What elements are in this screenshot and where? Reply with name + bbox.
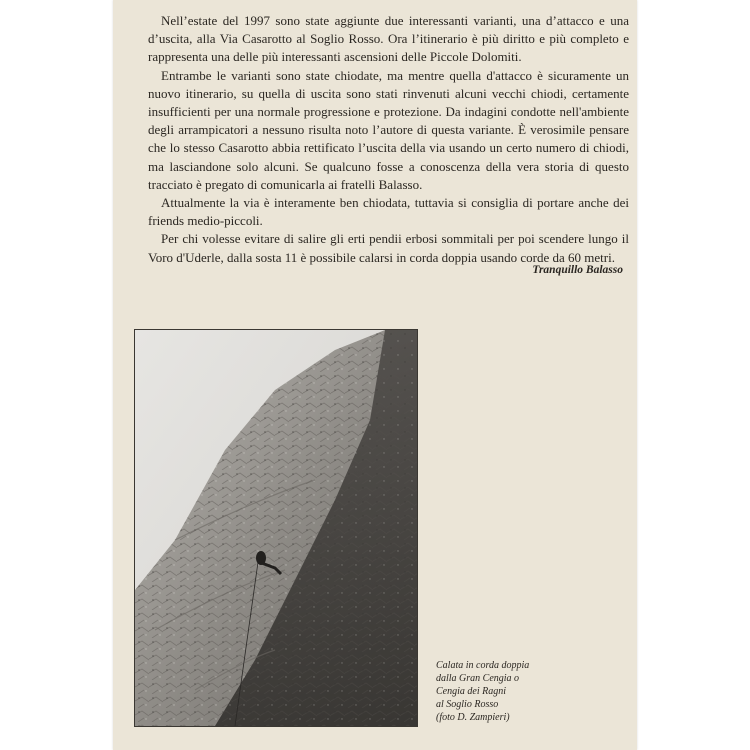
paragraph-2: Entrambe le varianti sono state chiodate, ma mentre quella d'attacco è sicuramente un nuovo itinerario, su quella di uscita sono stati rinvenuti alcuni vecchi chiodi, certamente insufficienti per una normale progressione e protezione. Da indagini condotte nell'ambiente degli arrampicatori a nessuno risulta noto l’autore di questa variante. È verosimile pensare che lo stesso Casarotto abbia rettificato l’uscita della via usando un certo numero di chiodi, ma lasciandone solo alcuni. Se qualcuno fosse a conoscenza della vera storia di questo tracciato è pregato di comunicarla ai fratelli Balasso. [148, 67, 629, 192]
climbing-photo [134, 329, 418, 727]
paragraph-4: Per chi volesse evitare di salire gli erti pendii erbosi sommitali per poi scendere lungo il Voro d'Uderle, dalla sosta 11 è possibile calarsi in corda doppia usando corde da 60 metri. [148, 231, 629, 265]
caption-line-4: al Soglio Rosso [436, 699, 499, 711]
paragraph-1: Nell’estate del 1997 sono state aggiunte due interessanti varianti, una d’attacco e una d’uscita, alla Via Casarotto al Soglio Rosso. Ora l’itinerario è più diritto e più completo e rappresenta una delle più interessanti ascensioni delle Piccole Dolomiti. [148, 13, 629, 65]
caption-line-2: dalla Gran Cengia o [436, 673, 520, 685]
paragraph-3: Attualmente la via è interamente ben chiodata, tuttavia si consiglia di portare anche dei friends medio-piccoli. [148, 195, 629, 229]
photo-caption [436, 659, 556, 724]
photo-credit: (foto D. Zampieri) [436, 712, 510, 724]
author-signature: Tranquillo Balasso [532, 264, 623, 276]
caption-line-3: Cengia dei Ragni [436, 686, 506, 698]
caption-line-1: Calata in corda doppia [436, 660, 530, 671]
article-text [148, 12, 629, 267]
book-page [113, 0, 637, 750]
